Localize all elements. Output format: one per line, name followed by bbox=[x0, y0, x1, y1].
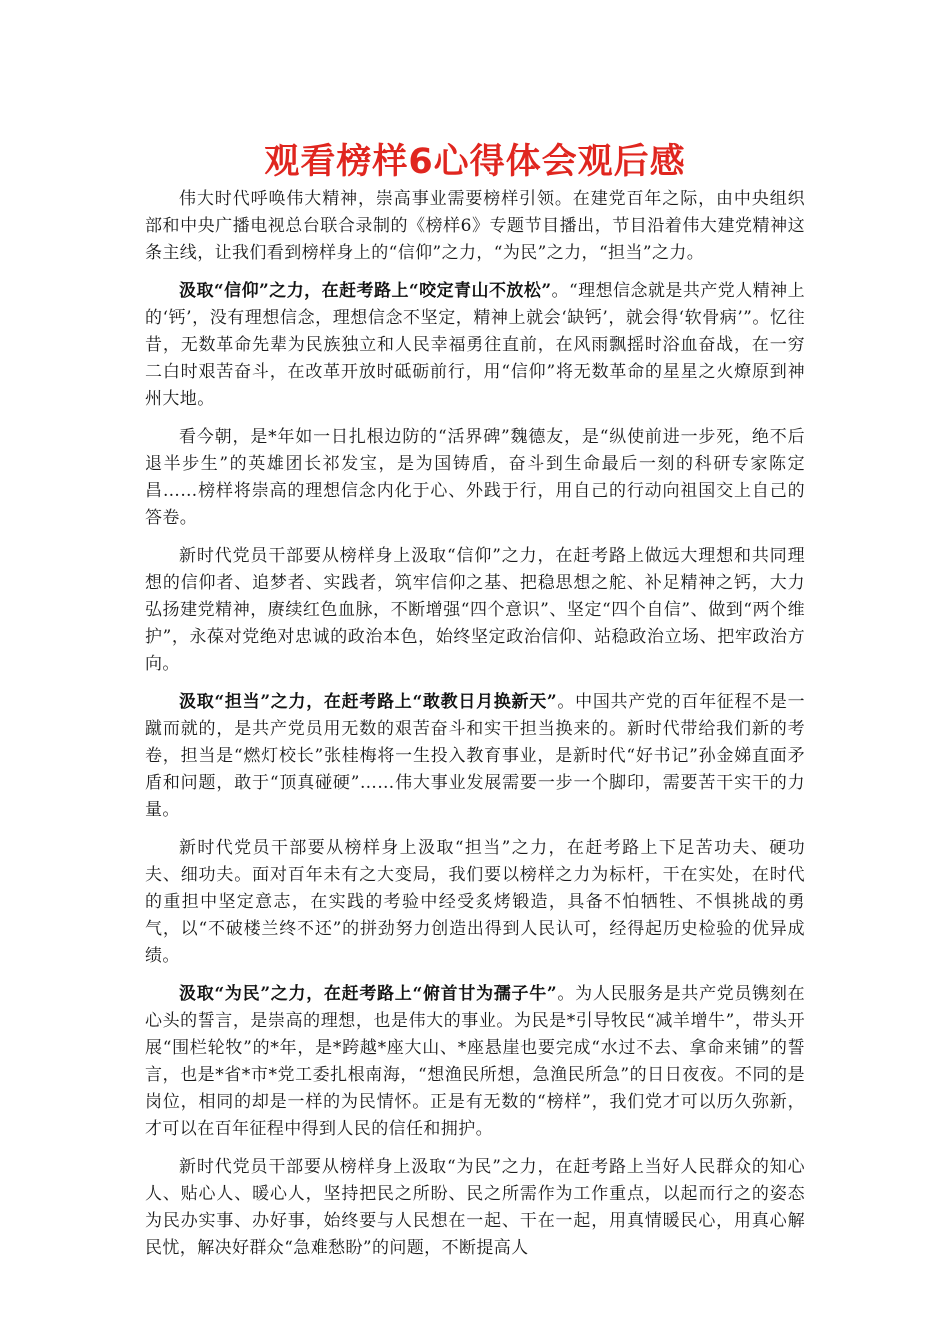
paragraph-text: 。“理想信念就是共产党人精神上的‘钙’，没有理想信念，理想信念不坚定，精神上就会‘缺钙’，就会得‘软骨病’”。忆往昔，无数革命先辈为民族独立和人民幸福勇往直前，在风雨飘摇时浴血奋战，在一穷二白时艰苦奋斗，在改革开放时砥砺前行，用“信仰”将无数革命的星星之火燎原到神州大地。 bbox=[145, 281, 805, 409]
paragraph-text: 新时代党员干部要从榜样身上汲取“为民”之力，在赶考路上当好人民群众的知心人、贴心人、暖心人，坚持把民之所盼、民之所需作为工作重点，以起而行之的姿态为民办实事、办好事，始终要与人民想在一起、干在一起，用真情暖民心，用真心解民忧，解决好群众“急难愁盼”的问题，不断提高人 bbox=[145, 1157, 805, 1258]
paragraph-8 bbox=[145, 1154, 805, 1262]
paragraph-6 bbox=[145, 835, 805, 970]
paragraph-5 bbox=[145, 689, 805, 824]
paragraph-1 bbox=[145, 186, 805, 267]
paragraph-lead: 汲取“担当”之力，在赶考路上“敢教日月换新天” bbox=[179, 692, 558, 712]
document-body bbox=[145, 186, 805, 1273]
paragraph-lead: 汲取“信仰”之力，在赶考路上“咬定青山不放松” bbox=[179, 281, 552, 301]
paragraph-text: 新时代党员干部要从榜样身上汲取“信仰”之力，在赶考路上做远大理想和共同理想的信仰者、追梦者、实践者，筑牢信仰之基、把稳思想之舵、补足精神之钙，大力弘扬建党精神，赓续红色血脉，不断增强“四个意识”、坚定“四个自信”、做到“两个维护”，永葆对党绝对忠诚的政治本色，始终坚定政治信仰、站稳政治立场、把牢政治方向。 bbox=[145, 546, 805, 674]
paragraph-3 bbox=[145, 424, 805, 532]
paragraph-7 bbox=[145, 981, 805, 1143]
document-title: 观看榜样6心得体会观后感 bbox=[264, 142, 686, 182]
paragraph-4 bbox=[145, 543, 805, 678]
paragraph-text: 。为人民服务是共产党员镌刻在心头的誓言，是崇高的理想，也是伟大的事业。为民是*引导牧民“减羊增牛”，带头开展“围栏轮牧”的*年，是*跨越*座大山、*座悬崖也要完成“水过不去、拿命来铺”的誓言，也是*省*市*党工委扎根南海，“想渔民所想，急渔民所急”的日日夜夜。不同的是岗位，相同的却是一样的为民情怀。正是有无数的“榜样”，我们党才可以历久弥新，才可以在百年征程中得到人民的信任和拥护。 bbox=[145, 984, 806, 1139]
paragraph-text: 。中国共产党的百年征程不是一蹴而就的，是共产党员用无数的艰苦奋斗和实干担当换来的。新时代带给我们新的考卷，担当是“燃灯校长”张桂梅将一生投入教育事业，是新时代“好书记”孙金娣直面矛盾和问题，敢于“顶真碰硬”……伟大事业发展需要一步一个脚印，需要苦干实干的力量。 bbox=[145, 692, 806, 820]
paragraph-text: 新时代党员干部要从榜样身上汲取“担当”之力，在赶考路上下足苦功夫、硬功夫、细功夫。面对百年未有之大变局，我们要以榜样之力为标杆，干在实处，在时代的重担中坚定意志，在实践的考验中经受炙烤锻造，具备不怕牺牲、不惧挑战的勇气，以“不破楼兰终不还”的拼劲努力创造出得到人民认可，经得起历史检验的优异成绩。 bbox=[145, 838, 805, 966]
paragraph-text: 看今朝，是*年如一日扎根边防的“活界碑”魏德友，是“纵使前进一步死，绝不后退半步生”的英雄团长祁发宝，是为国铸盾，奋斗到生命最后一刻的科研专家陈定昌……榜样将崇高的理想信念内化于心、外践于行，用自己的行动向祖国交上自己的答卷。 bbox=[145, 427, 805, 528]
paragraph-text: 伟大时代呼唤伟大精神，崇高事业需要榜样引领。在建党百年之际，由中央组织部和中央广播电视总台联合录制的《榜样6》专题节目播出，节目沿着伟大建党精神这条主线，让我们看到榜样身上的“信仰”之力，“为民”之力，“担当”之力。 bbox=[145, 189, 805, 263]
paragraph-lead: 汲取“为民”之力，在赶考路上“俯首甘为孺子牛” bbox=[179, 984, 558, 1004]
paragraph-2 bbox=[145, 278, 805, 413]
